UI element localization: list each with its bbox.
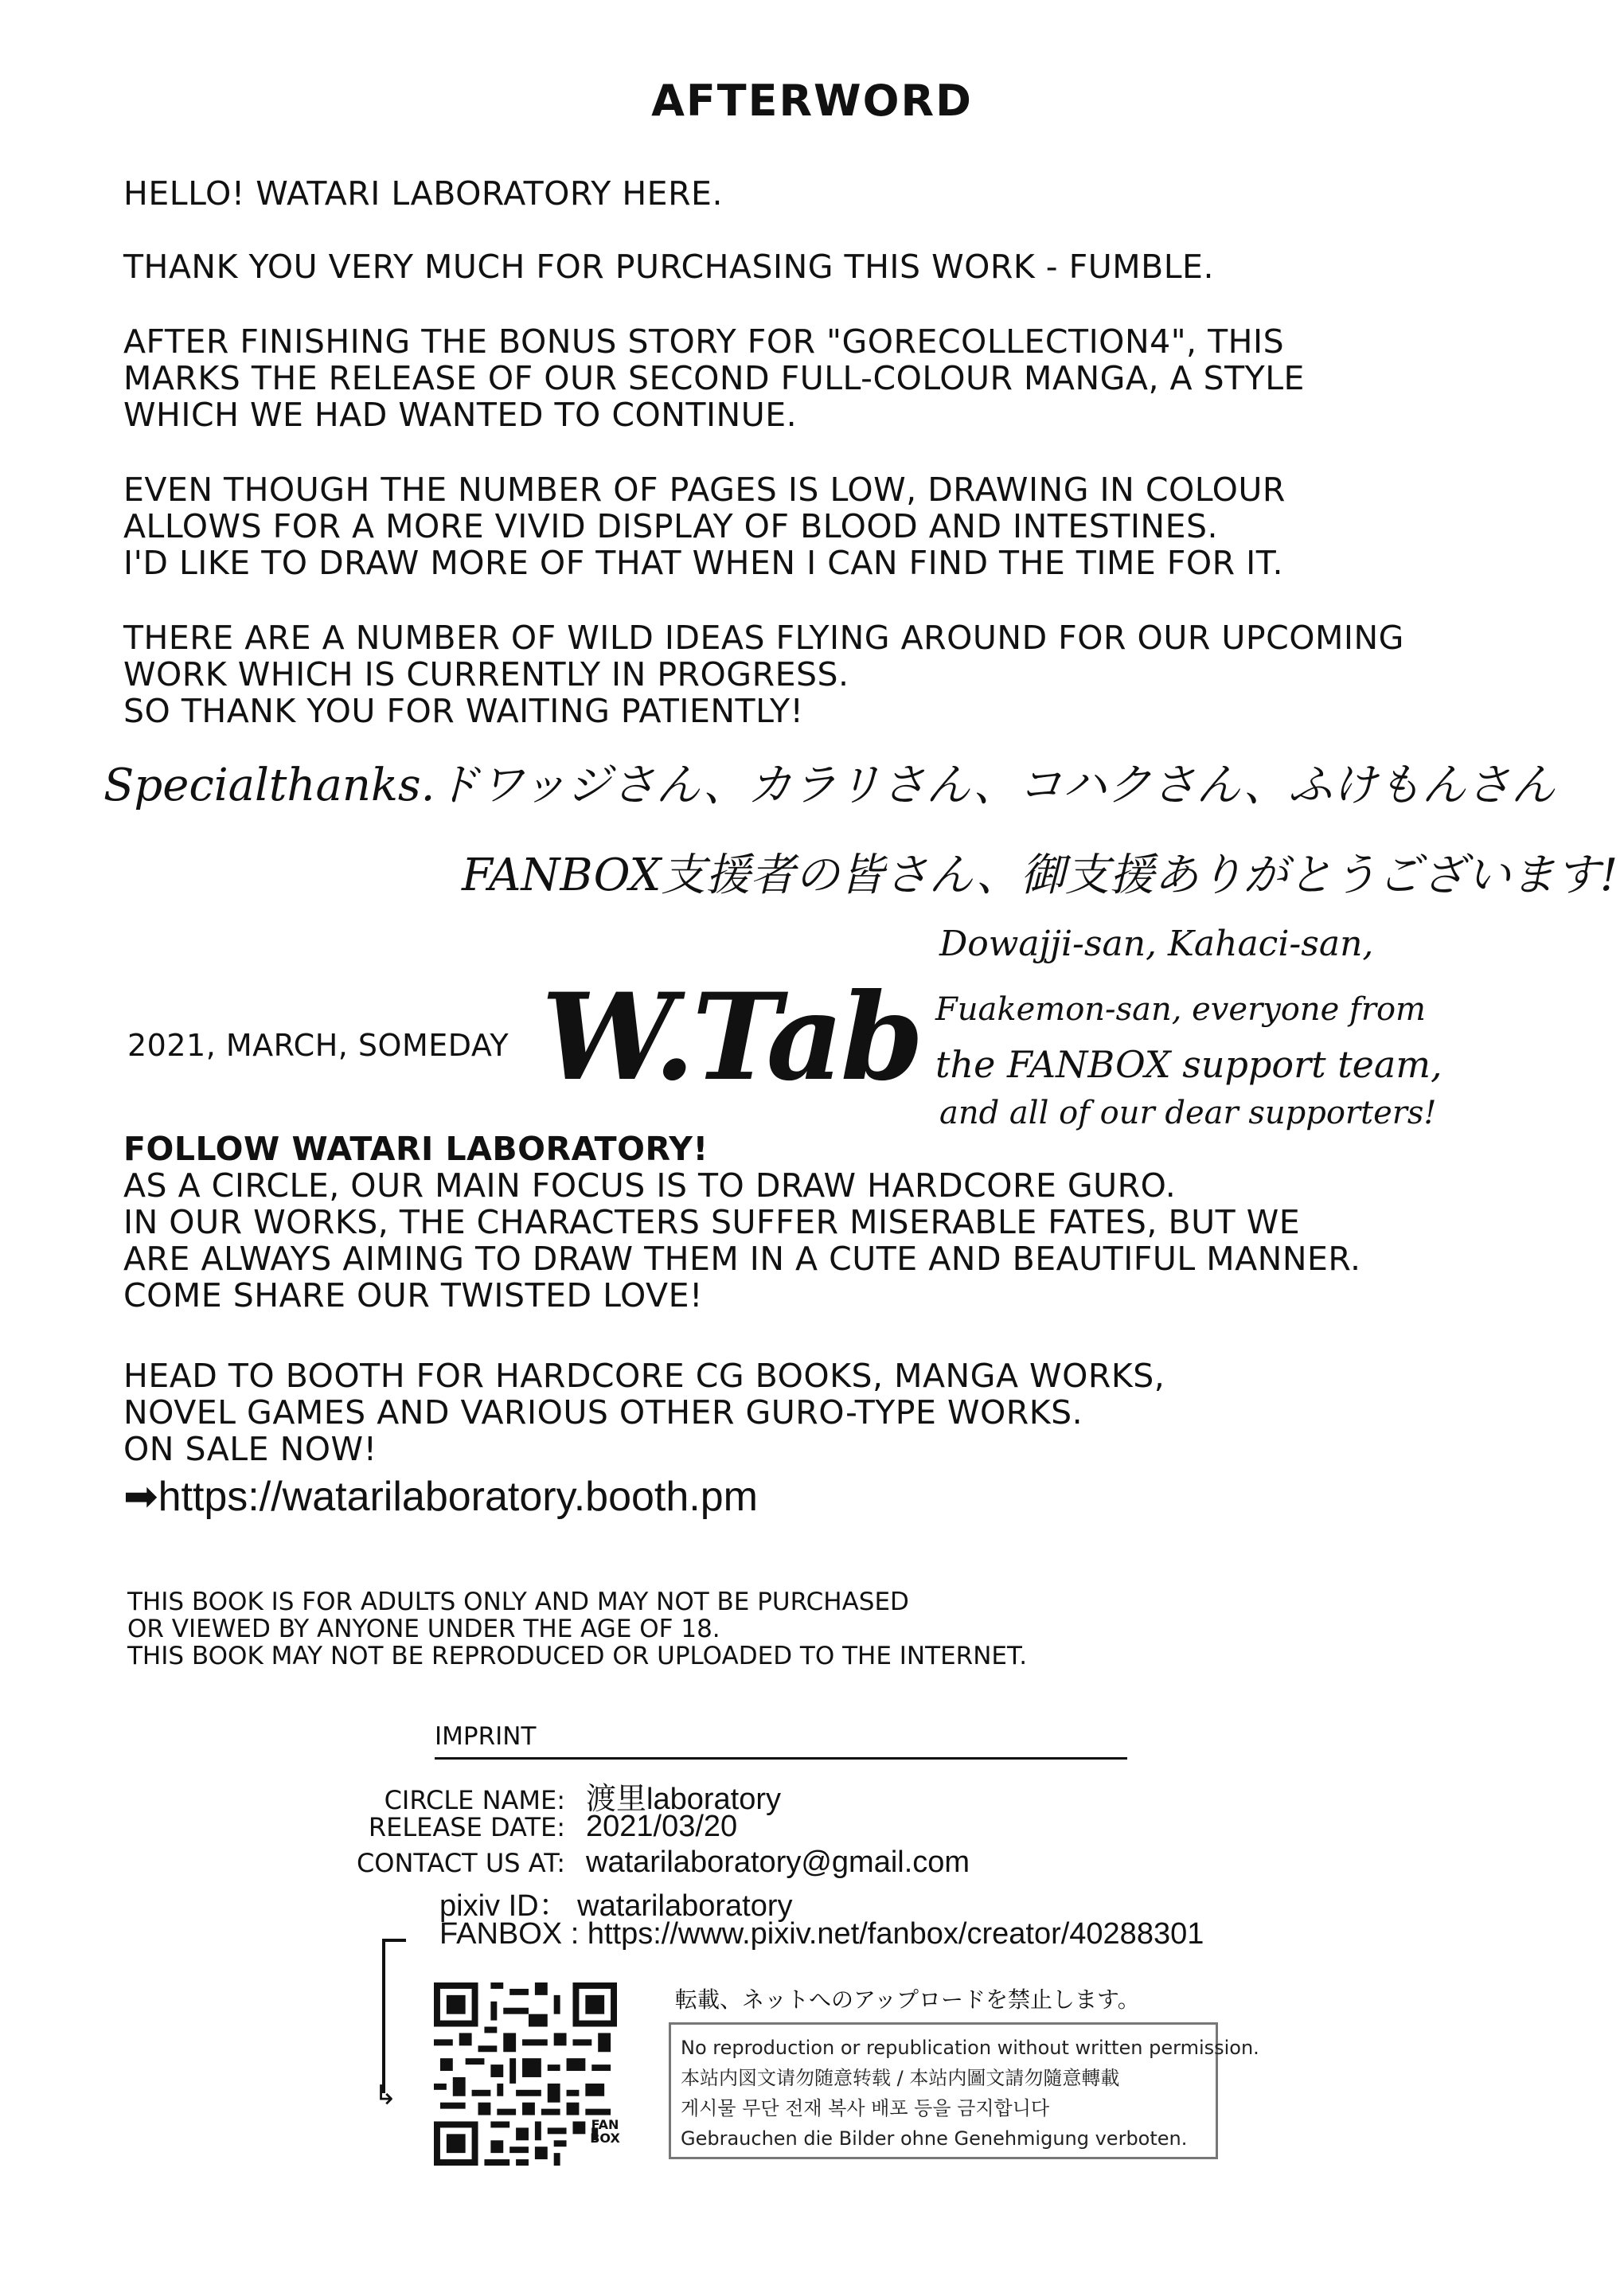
imprint-circle-row: CIRCLE NAME: 渡里laboratory — [384, 1783, 781, 1816]
paragraph-bonus-story: AFTER FINISHING THE BONUS STORY FOR "GORECOLLECTION4", THIS MARKS THE RELEASE OF OUR SECOND FULL-COLOUR MANGA, A STYLE WHICH WE HAD WANTED TO CONTINUE. — [123, 322, 1305, 434]
handwritten-translation-1: Dowajji-san, Kahaci-san, — [939, 924, 1374, 964]
adults-only-notice: THIS BOOK IS FOR ADULTS ONLY AND MAY NOT BE PURCHASED OR VIEWED BY ANYONE UNDER THE AGE OF 18. THIS BOOK MAY NOT BE REPRODUCED OR UPLOADED TO THE INTERNET. — [127, 1588, 1028, 1670]
follow-section: FOLLOW WATARI LABORATORY! AS A CIRCLE, OUR MAIN FOCUS IS TO DRAW HARDCORE GURO. IN OUR WORKS, THE CHARACTERS SUFFER MISERABLE FATES, BUT WE ARE ALWAYS AIMING TO DRAW THEM IN A CUTE AND BEAUTIFUL MANNER. COME SHARE OUR TWISTED LOVE! — [123, 1130, 1361, 1314]
paragraph-greeting: HELLO! WATARI LABORATORY HERE. — [123, 174, 723, 213]
paragraph-colour: EVEN THOUGH THE NUMBER OF PAGES IS LOW, DRAWING IN COLOUR ALLOWS FOR A MORE VIVID DISPLAY OF BLOOD AND INTESTINES. I'D LIKE TO DRAW MORE OF THAT WHEN I CAN FIND THE TIME FOR IT. — [123, 471, 1286, 582]
page-title: AFTERWORD — [651, 76, 973, 126]
contact-email-link[interactable]: watarilaboratory@gmail.com — [586, 1846, 970, 1879]
handwritten-translation-2: Fuakemon-san, everyone from — [935, 991, 1426, 1028]
imprint-divider — [435, 1757, 1127, 1760]
handwritten-translation-4: and all of our dear supporters! — [939, 1095, 1437, 1131]
imprint-title: IMPRINT — [435, 1722, 537, 1751]
booth-url-link[interactable]: ➡https://watarilaboratory.booth.pm — [123, 1474, 758, 1520]
reproduction-notice-ja: 転載、ネットへのアップロードを禁止します。 — [675, 1986, 1140, 2013]
paragraph-upcoming: THERE ARE A NUMBER OF WILD IDEAS FLYING AROUND FOR OUR UPCOMING WORK WHICH IS CURRENTLY IN PROGRESS. SO THANK YOU FOR WAITING PATIENTLY! — [123, 619, 1404, 730]
handwritten-special-thanks: Specialthanks.ドワッジさん、カラリさん、コハクさん、ふけもんさん — [103, 760, 1556, 811]
fanbox-badge: FAN BOX — [590, 2117, 620, 2146]
handwritten-translation-3: the FANBOX support team, — [935, 1043, 1442, 1086]
imprint-contact-row: CONTACT US AT: watarilaboratory@gmail.com — [356, 1846, 970, 1879]
imprint-pixiv: pixiv ID： watarilaboratory — [439, 1889, 793, 1923]
arrow-down-icon: ↳ — [374, 2080, 397, 2111]
reproduction-notice-box: No reproduction or republication without written permission. 本站内図文请勿随意转载 / 本站内圖文請勿隨意轉載 게시물 무단 전재 복사 배포 등을 금지합니다 Gebrauchen die Bilder ohne Genehmigung verboten. — [669, 2022, 1218, 2159]
bracket-decoration — [382, 1939, 406, 2093]
date-line: 2021, MARCH, SOMEDAY — [127, 1028, 509, 1063]
handwritten-fanbox-thanks: FANBOX支援者の皆さん、御支援ありがとうございます! — [462, 850, 1618, 901]
paragraph-thanks: THANK YOU VERY MUCH FOR PURCHASING THIS WORK - FUMBLE. — [123, 248, 1214, 286]
imprint-release-row: RELEASE DATE: 2021/03/20 — [368, 1810, 738, 1843]
imprint-fanbox-link[interactable]: FANBOX : https://www.pixiv.net/fanbox/creator/40288301 — [439, 1917, 1204, 1951]
signature: W.Tab — [541, 967, 921, 1107]
booth-section: HEAD TO BOOTH FOR HARDCORE CG BOOKS, MANGA WORKS, NOVEL GAMES AND VARIOUS OTHER GURO-TYPE WORKS. ON SALE NOW! — [123, 1357, 1165, 1468]
